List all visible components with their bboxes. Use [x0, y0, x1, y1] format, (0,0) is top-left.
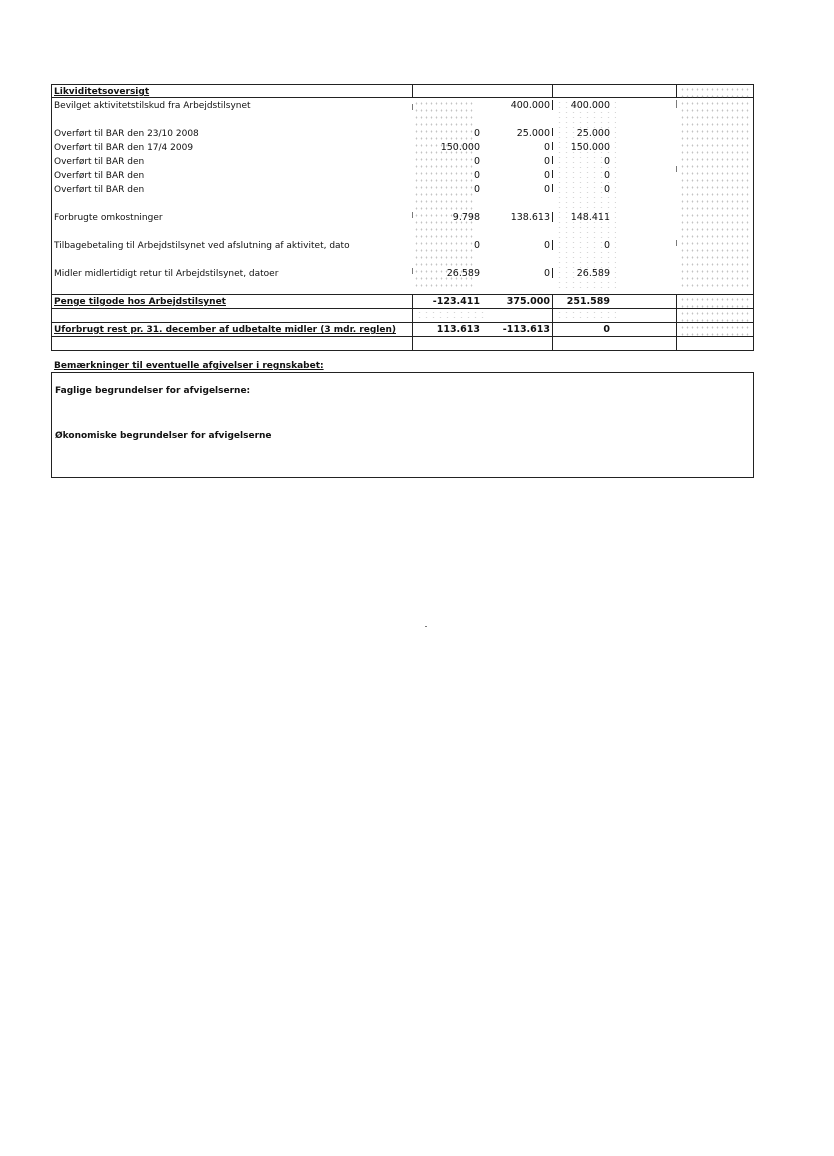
professional-reasons-label: Faglige begrundelser for afvigelserne:: [55, 386, 251, 396]
total-value-col1: -123.411: [432, 296, 480, 307]
total-label: Penge tilgode hos Arbejdstilsynet: [54, 297, 226, 307]
row-value-col2: 0: [543, 156, 550, 167]
row-label: Bevilget aktivitetstilskud fra Arbejdstilsynet: [54, 101, 251, 111]
economic-reasons-label: Økonomiske begrundelser for afvigelserne: [55, 431, 272, 441]
row-label: Forbrugte omkostninger: [54, 213, 163, 223]
row-value-col1: 26.589: [446, 268, 480, 279]
scan-mark: [425, 626, 427, 627]
row-value-col2: 0: [543, 170, 550, 181]
table-title: Likviditetsoversigt: [54, 87, 150, 97]
total-value-col3: 251.589: [566, 296, 610, 307]
row-value-col1: 9.798: [452, 212, 480, 223]
remarks-heading: Bemærkninger til eventuelle afgivelser i regnskabet:: [54, 361, 324, 371]
row-value-col1: 0: [473, 240, 480, 251]
total-value-col2: -113.613: [502, 324, 550, 335]
remarks-box: [51, 372, 754, 478]
row-label: Overført til BAR den 17/4 2009: [54, 143, 194, 153]
row-value-col2: 0: [543, 240, 550, 251]
total-value-col2: 375.000: [506, 296, 550, 307]
total-value-col1: 113.613: [436, 324, 480, 335]
row-value-col3: 0: [603, 156, 610, 167]
row-value-col2: 138.613: [510, 212, 550, 223]
row-value-col1: 0: [473, 170, 480, 181]
row-value-col2: 0: [543, 268, 550, 279]
row-value-col2: 0: [543, 142, 550, 153]
row-value-col2: 0: [543, 184, 550, 195]
row-value-col3: 400.000: [570, 100, 610, 111]
row-value-col1: 0: [473, 128, 480, 139]
row-label: Overført til BAR den: [54, 157, 145, 167]
row-value-col3: 25.000: [576, 128, 610, 139]
row-value-col3: 0: [603, 184, 610, 195]
row-label: Overført til BAR den: [54, 185, 145, 195]
row-value-col2: 25.000: [516, 128, 550, 139]
row-label: Overført til BAR den 23/10 2008: [54, 129, 199, 139]
total-value-col3: 0: [603, 324, 610, 335]
total-label: Uforbrugt rest pr. 31. december af udbetalte midler (3 mdr. reglen): [54, 325, 396, 335]
row-label: Midler midlertidigt retur til Arbejdstilsynet, datoer: [54, 269, 279, 279]
row-value-col3: 148.411: [570, 212, 610, 223]
row-value-col2: 400.000: [510, 100, 550, 111]
row-value-col3: 150.000: [570, 142, 610, 153]
row-value-col3: 0: [603, 170, 610, 181]
row-value-col3: 26.589: [576, 268, 610, 279]
row-value-col1: 0: [473, 156, 480, 167]
row-value-col1: 150.000: [440, 142, 480, 153]
row-value-col1: 0: [473, 184, 480, 195]
row-label: Overført til BAR den: [54, 171, 145, 181]
row-value-col3: 0: [603, 240, 610, 251]
row-label: Tilbagebetaling til Arbejdstilsynet ved afslutning af aktivitet, dato: [54, 241, 350, 251]
